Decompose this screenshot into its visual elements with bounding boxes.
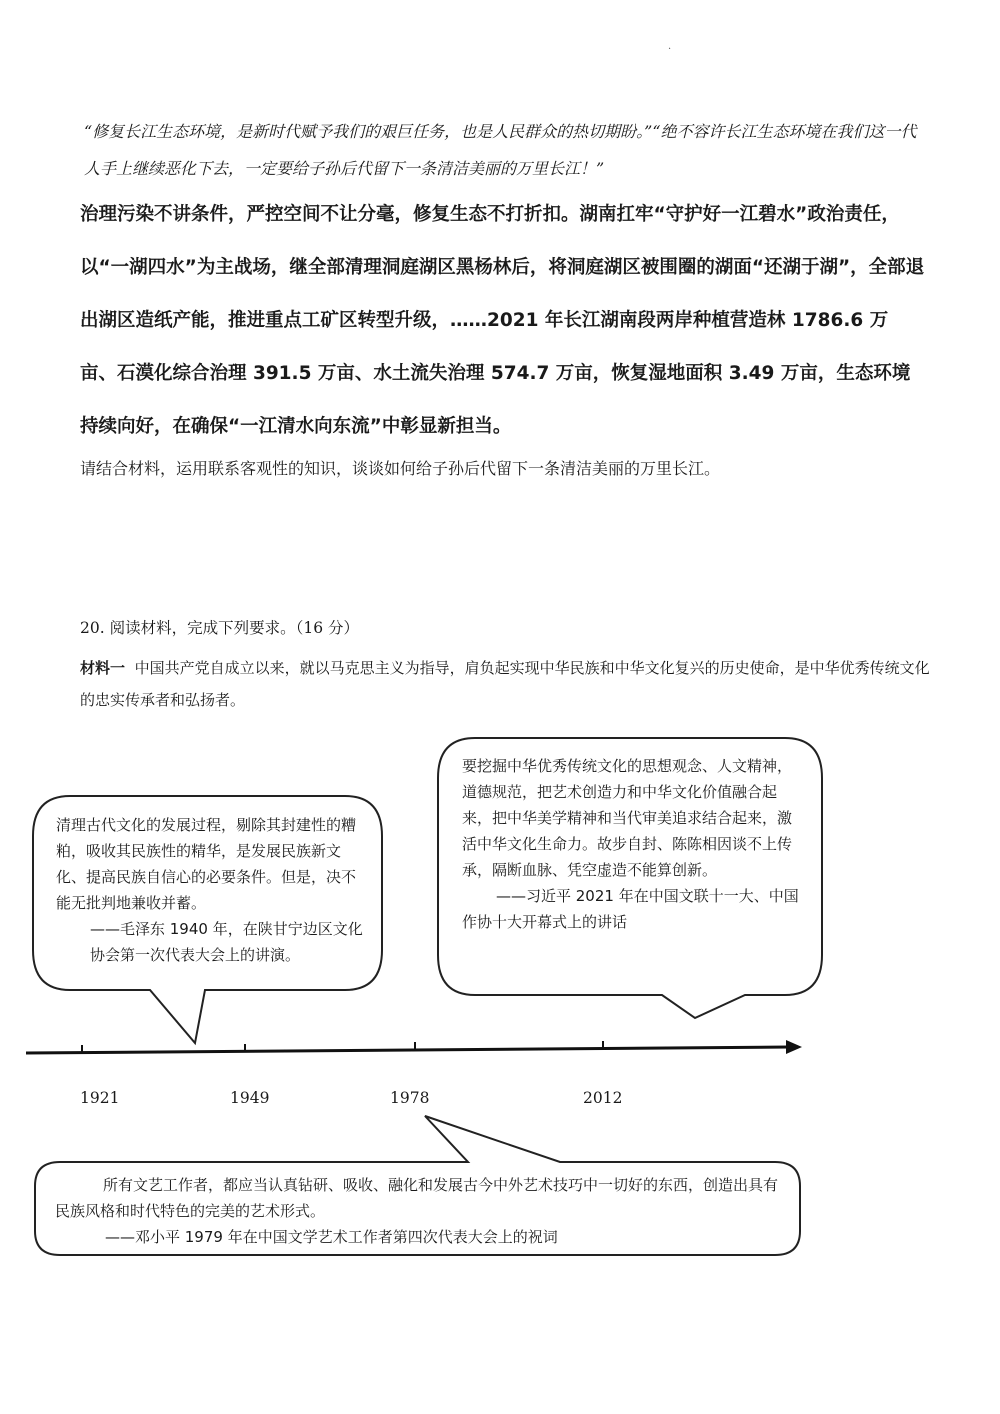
timeline-axis bbox=[26, 1047, 790, 1053]
mao-quote: 清理古代文化的发展过程，剔除其封建性的糟粕，吸收其民族性的精华，是发展民族新文化、提高民族自信心的必要条件。但是，决不能无批判地兼收并蓄。 bbox=[56, 816, 357, 912]
deng-quote: 所有文艺工作者，都应当认真钻研、吸收、融化和发展古今中外艺术技巧中一切好的东西，创造出具有民族风格和时代特色的完美的艺术形式。 bbox=[55, 1176, 779, 1220]
year-label-1921: 1921 bbox=[80, 1089, 120, 1107]
question-prompt: 请结合材料，运用联系客观性的知识，谈谈如何给子孙后代留下一条清洁美丽的万里长江。 bbox=[80, 459, 721, 478]
year-label-1978: 1978 bbox=[390, 1089, 430, 1107]
xi-bubble bbox=[462, 753, 802, 935]
question-20-heading: 20. 阅读材料，完成下列要求。（16 分） bbox=[80, 619, 359, 637]
deng-bubble bbox=[55, 1172, 785, 1250]
xi-quote: 要挖掘中华优秀传统文化的思想观念、人文精神，道德规范，把艺术创造力和中华文化价值融合起来，把中华美学精神和当代审美追求结合起来，激活中华文化生命力。故步自封、陈陈相因谈不上传承，隔断血脉、凭空虚造不能算创新。 bbox=[462, 757, 793, 879]
material-1-label: 材料一 bbox=[80, 659, 126, 677]
mao-bubble bbox=[56, 812, 366, 968]
mao-source: ——毛泽东 1940 年，在陕甘宁边区文化协会第一次代表大会上的讲演。 bbox=[90, 920, 363, 964]
material-1-text: 中国共产党自成立以来，就以马克思主义为指导，肩负起实现中华民族和中华文化复兴的历史使命，是中华优秀传统文化的忠实传承者和弘扬者。 bbox=[80, 659, 930, 709]
material-paragraph: 治理污染不讲条件，严控空间不让分毫，修复生态不打折扣。湖南扛牢“守护好一江碧水”政治责任，以“一湖四水”为主战场，继全部清理洞庭湖区黑杨林后，将洞庭湖区被围圈的湖面“还湖于湖”，全部退出湖区造纸产能，推进重点工矿区转型升级，……2021 年长江湖南段两岸种植营造林 1786.6 万亩、石漠化综合治理 391.5 万亩、水土流失治理 574.7 万亩，恢复湿地面积 3.49 万亩，生态环境持续向好，在确保“一江清水向东流”中彰显新担当。 bbox=[80, 204, 925, 437]
intro-quote: “修复长江生态环境，是新时代赋予我们的艰巨任务，也是人民群众的热切期盼。”“绝不容许长江生态环境在我们这一代人手上继续恶化下去，一定要给子孙后代留下一条清洁美丽的万里长江！” bbox=[84, 122, 917, 178]
stray-mark: · bbox=[668, 44, 672, 55]
xi-source: ——习近平 2021 年在中国文联十一大、中国作协十大开幕式上的讲话 bbox=[462, 887, 799, 931]
timeline-arrowhead bbox=[786, 1040, 802, 1054]
year-label-1949: 1949 bbox=[230, 1089, 270, 1107]
deng-source: ——邓小平 1979 年在中国文学艺术工作者第四次代表大会上的祝词 bbox=[105, 1228, 558, 1246]
year-label-2012: 2012 bbox=[583, 1089, 623, 1107]
